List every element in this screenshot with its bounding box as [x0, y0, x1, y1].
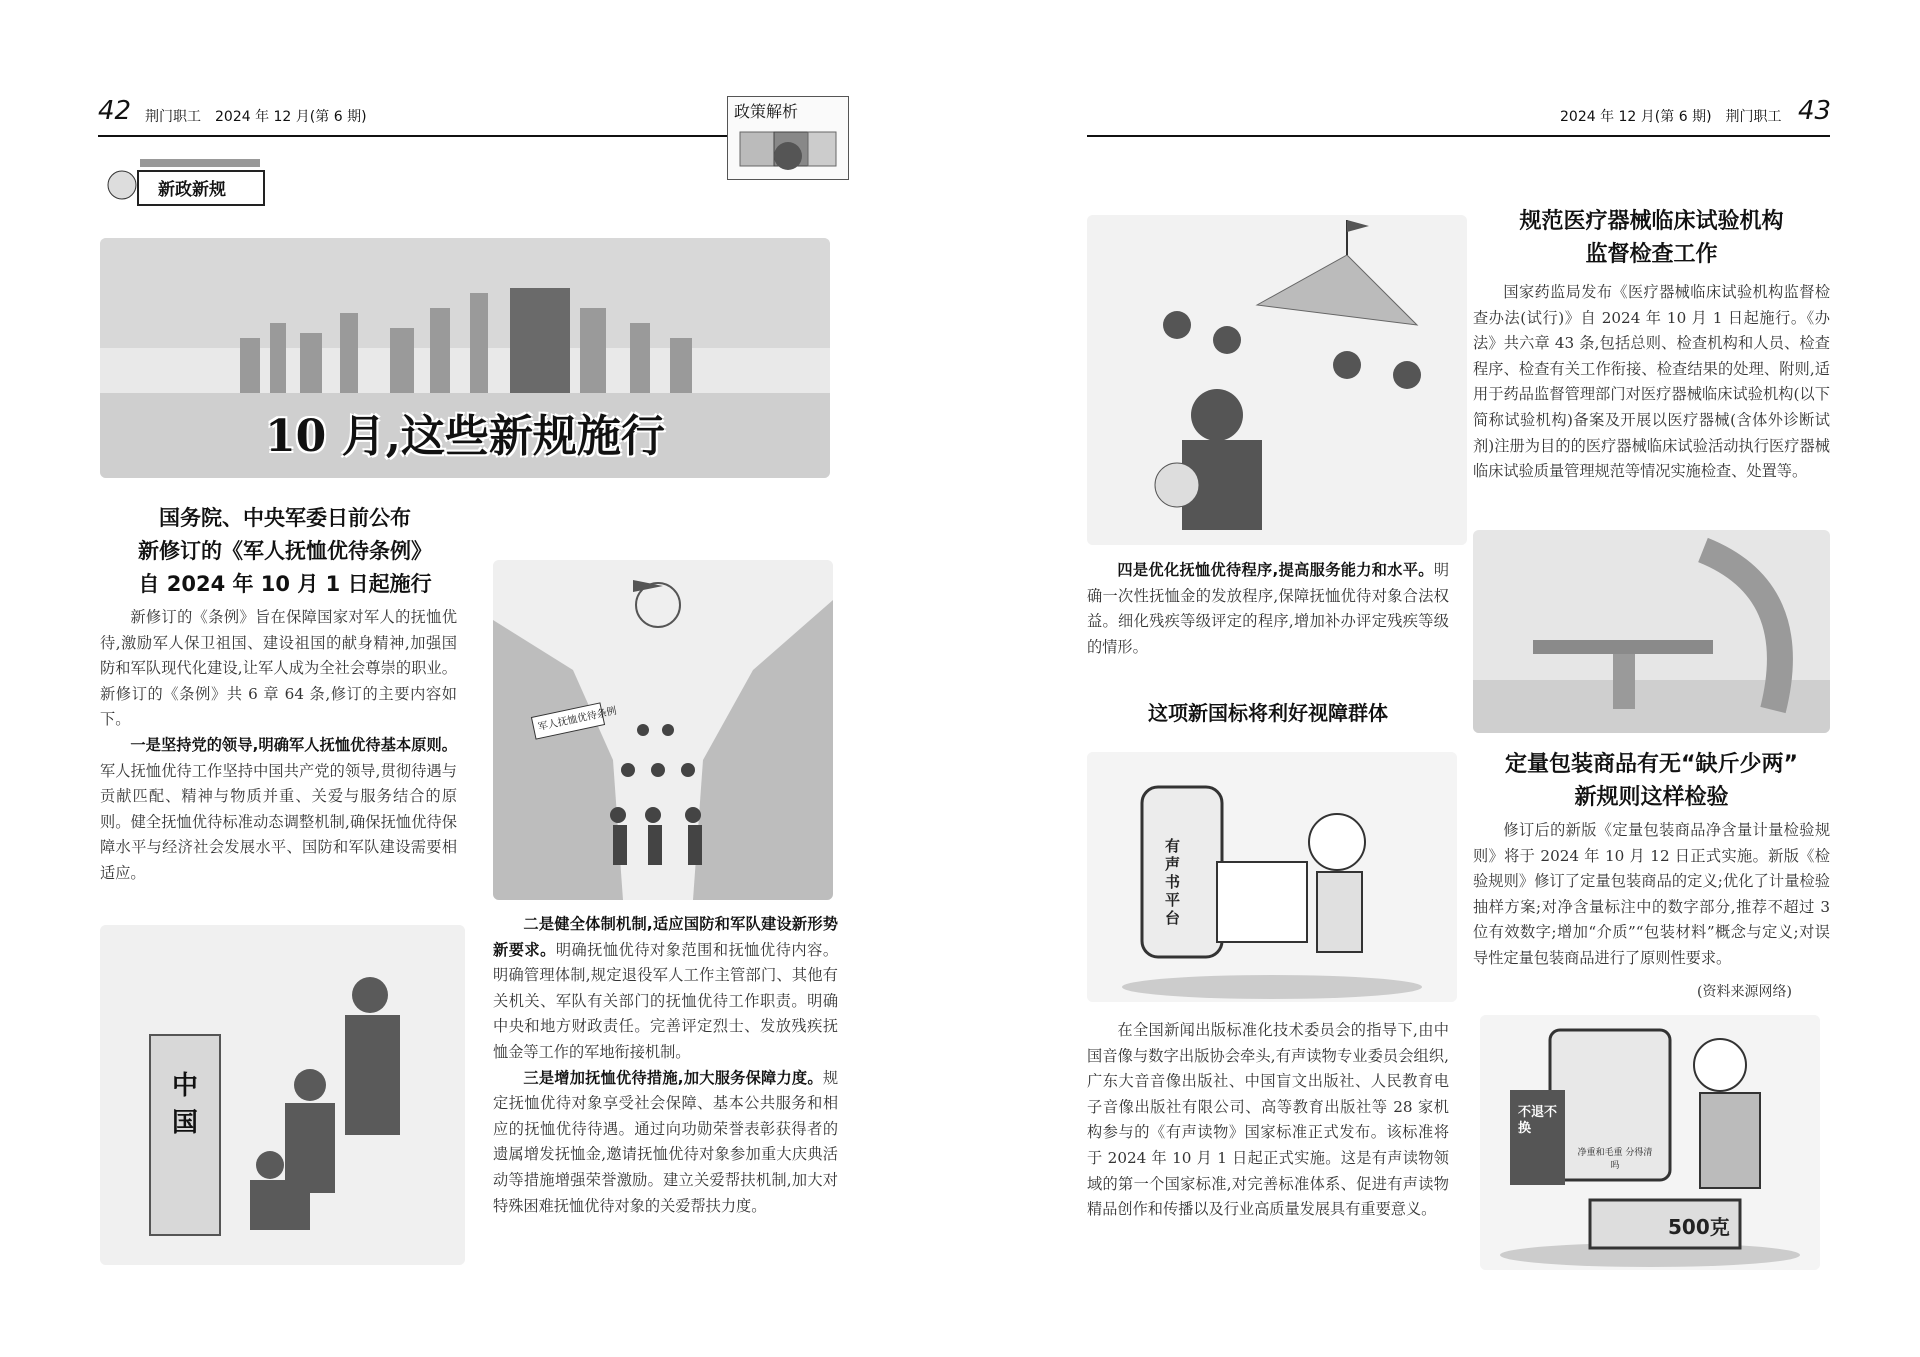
article4-source: (资料来源网络)	[1697, 984, 1792, 1000]
article1-title	[100, 502, 470, 601]
article1-point3-bold: 三是增加抚恤优待措施,加大服务保障力度。	[523, 1068, 823, 1087]
header-rule-right	[1087, 135, 1830, 137]
article1-point4-text: 明确一次性抚恤金的发放程序,保障抚恤优待对象合法权益。细化残疾等级评定的程序,增加补办评定残疾等级的情形。	[1087, 561, 1449, 656]
article1-point1-text: 军人抚恤优待工作坚持中国共产党的领导,贯彻待遇与贡献匹配、精神与物质并重、关爱与服务结合的原则。健全抚恤优待标准动态调整机制,确保抚恤优待保障水平与经济社会发展水平、国防和军队建设需要相适应。	[100, 761, 457, 882]
audiobook-platform-label: 有声书平台	[1165, 837, 1181, 927]
border-marker-drawing	[100, 925, 465, 1265]
article1-point1-bold: 一是坚持党的领导,明确军人抚恤优待基本原则。	[130, 735, 457, 754]
marching-soldiers-illustration	[493, 560, 833, 900]
header-text-left: 荆门职工 2024 年 12 月(第 6 期)	[145, 109, 367, 125]
article1-body-right	[493, 912, 838, 1219]
column-badge	[100, 155, 270, 210]
article1-title-line3: 自 2024 年 10 月 1 日起施行	[138, 572, 432, 596]
no-refund-tag: 不退不换	[1518, 1105, 1558, 1136]
article1-title-line2: 新修订的《军人抚恤优待条例》	[138, 539, 432, 563]
border-marker-text: 中国	[171, 1071, 198, 1138]
article2-body	[1087, 1018, 1449, 1223]
article2-text: 在全国新闻出版标准化技术委员会的指导下,由中国音像与数字出版协会牵头,有声读物专业委员会组织,广东大音音像出版社、中国盲文出版社、人民教育电子音像出版社有限公司、高等教育出版社等 28 家机构参与的《有声读物》国家标准正式发布。该标准将于 2024 年 10 月 1 日起正式实施。这是有声读物领域的第一个国家标准,对完善标准体系、促进有声读物精品创作和传播以及行业高质量发展具有重要意义。	[1087, 1021, 1449, 1219]
imaging-machine-drawing	[1473, 530, 1830, 733]
border-guard-illustration	[100, 925, 465, 1265]
parade-sign-text: 军人抚恤优待条例	[537, 705, 618, 734]
article1-point2-bold: 二是健全体制机制,适应国防和军队建设新形势新要求。	[493, 915, 838, 959]
scale-display: 500克	[1668, 1215, 1730, 1239]
column-badge-label: 新政新规	[158, 180, 226, 200]
article4-title-line1: 定量包装商品有无“缺斤少两”	[1505, 752, 1798, 777]
article4-body	[1473, 818, 1830, 972]
article1-point2	[493, 912, 838, 1066]
puzzle-icon	[728, 124, 846, 182]
banner-image	[100, 238, 830, 478]
weight-question-board: 净重和毛重 分得清吗	[1577, 1148, 1653, 1171]
section-badge	[727, 96, 849, 180]
packaged-goods-illustration	[1480, 1015, 1820, 1270]
section-badge-label: 政策解析	[734, 102, 799, 121]
article4-title-line2: 新规则这样检验	[1574, 785, 1729, 810]
banner-title: 10 月,这些新规施行	[265, 411, 665, 462]
article1-point4	[1087, 558, 1449, 660]
medical-device-photo	[1473, 530, 1830, 733]
page-number-left: 42	[98, 96, 132, 126]
page-number-right: 43	[1798, 96, 1832, 126]
article3-text: 国家药监局发布《医疗器械临床试验机构监督检查办法(试行)》自 2024 年 10 月 1 日起施行。《办法》共六章 43 条,包括总则、检查机构和人员、检查程序、检查有关工作衔接、检查结果的处理、附则,适用于药品监督管理部门对医疗器械临床试验机构(以下简称试验机构)备案及开展以医疗器械(含体外诊断试剂)注册为目的的医疗器械临床试验活动执行医疗器械临床试验质量管理规范等情况实施检查、处置等。	[1473, 283, 1830, 481]
article4-title	[1473, 748, 1830, 814]
scale-cartoon-drawing	[1480, 1015, 1820, 1270]
header-rule-left	[98, 135, 836, 137]
article1-point3	[493, 1066, 838, 1220]
flood-rescue-drawing	[1087, 215, 1467, 545]
article1-point4-para	[1087, 558, 1449, 660]
article1-point4-bold: 四是优化抚恤优待程序,提高服务能力和水平。	[1117, 561, 1434, 579]
article4-text: 修订后的新版《定量包装商品净含量计量检验规则》将于 2024 年 10 月 12 日正式实施。新版《检验规则》修订了定量包装商品的定义;优化了计量检验抽样方案;对净含量标注中的数字部分,推荐不超过 3 位有效数字;增加“介质”“包装材料”概念与定义;对误导性定量包装商品进行了原则性要求。	[1473, 821, 1830, 967]
article2-title: 这项新国标将利好视障群体	[1148, 701, 1388, 725]
article3-body	[1473, 280, 1830, 485]
article1-point3-text: 规定抚恤优待对象享受社会保障、基本公共服务和相应的抚恤优待待遇。通过向功勋荣誉表彰获得者的遗属增发抚恤金,邀请抚恤优待对象参加重大庆典活动等措施增强荣誉激励。建立关爱帮扶机制,加大对特殊困难抚恤优待对象的关爱帮扶力度。	[493, 1068, 838, 1215]
audiobook-illustration	[1087, 752, 1457, 1002]
article1-point1	[100, 733, 457, 887]
article3-title	[1473, 205, 1830, 271]
header-text-right: 2024 年 12 月(第 6 期) 荆门职工	[1560, 109, 1782, 125]
article1-title-line1: 国务院、中央军委日前公布	[159, 506, 411, 530]
article1-point2-text: 明确抚恤优待对象范围和抚恤优待内容。明确管理体制,规定退役军人工作主管部门、其他有关机关、军队有关部门的抚恤优待工作职责。明确中央和地方财政责任。完善评定烈士、发放残疾抚恤金等工作的军地衔接机制。	[493, 940, 839, 1061]
article1-intro: 新修订的《条例》旨在保障国家对军人的抚恤优待,激励军人保卫祖国、建设祖国的献身精神,加强国防和军队现代化建设,让军人成为全社会尊崇的职业。新修订的《条例》共 6 章 64 条,修订的主要内容如下。	[100, 608, 457, 729]
article3-title-line1: 规范医疗器械临床试验机构	[1519, 209, 1784, 234]
soldiers-rescue-illustration	[1087, 215, 1467, 545]
article1-body-left	[100, 605, 457, 887]
audiobook-drawing	[1087, 752, 1457, 1002]
article3-title-line2: 监督检查工作	[1585, 242, 1718, 267]
